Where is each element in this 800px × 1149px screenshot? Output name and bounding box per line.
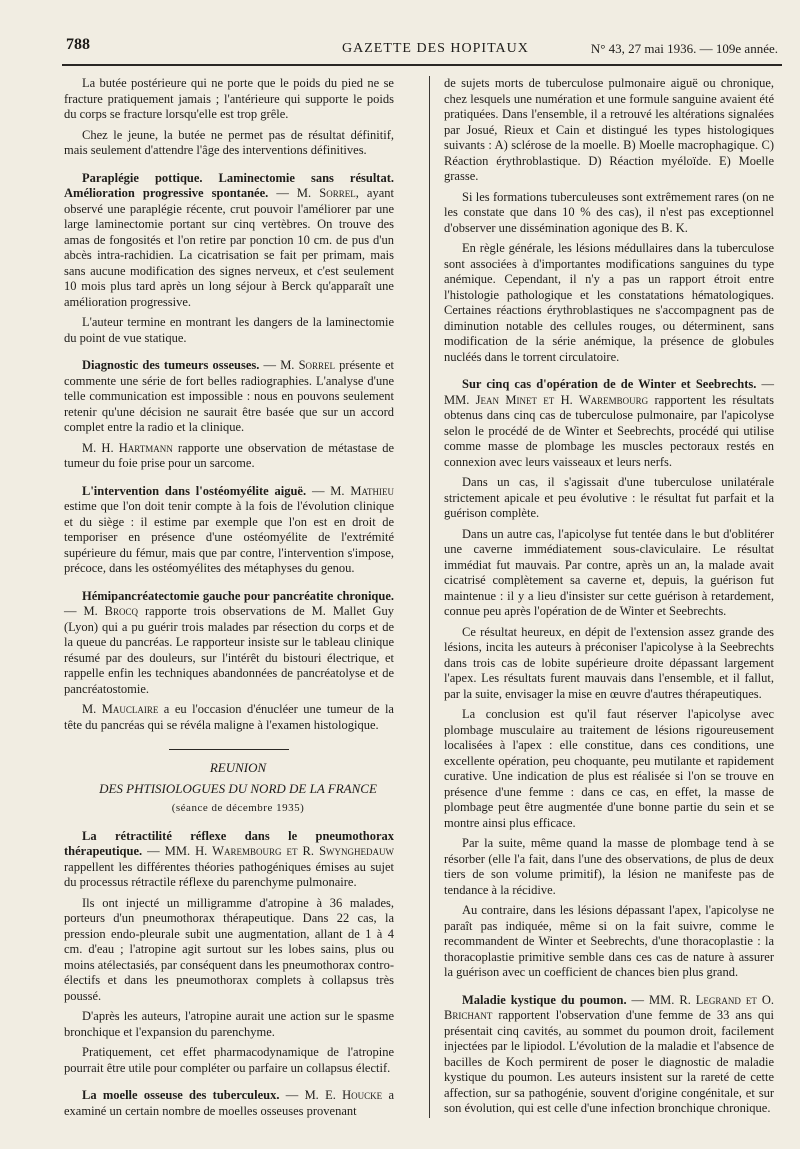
author: MM. H. Warembourg et R. Swynghedauw	[164, 844, 395, 858]
paragraph: de sujets morts de tuberculose pulmonaire aiguë ou chronique, chez lesquels une numération et une formule sanguine avaient été pratiquées. Dans l'ensemble, il a retrouvé les altérations signalées par Josué, Rieux et Cain et distingué les types histologiques suivants : A) sclérose de la moelle. B) Moelle macrophagique. C) Réaction érythroblastique. D) Réaction myéloïde. E) Moelle grasse.	[444, 76, 774, 183]
paragraph: Par la suite, même quand la masse de plombage tend à se résorber (elle l'a fait, dans l'une des observations, de plus de deux tiers de son volume primitif), la lésion ne manifeste pas de tendance à la récidive.	[444, 836, 774, 897]
author: M. H. Hartmann	[82, 440, 173, 455]
article-tumeurs-osseuses: Diagnostic des tumeurs osseuses. — M. Sorrel présente et commente une série de fort belles radiographies. L'analyse d'une telle communication est impossible : nous en pouvons seulement retenir qu'une décision ne saurait être basée que sur un accord complet entre la radio et la clinique.	[64, 358, 394, 434]
paragraph	[64, 441, 394, 472]
article-text: rapportent l'observation d'une femme de 33 ans qui présentait cinq cavités, au sommet du poumon droit, facilement injectées par le lipiodol. L'évolution de la maladie et l'absence de bacilles de Koch permirent de poser le diagnostic de maladie kystique du poumon. Les auteurs insistent sur la rareté de cette affection, sur sa pathogénie, souvent d'origine congénitale, et sur son évolution, qui est celle d'une infection bronchique chronique.	[444, 1008, 774, 1115]
article-pancreatite: Hémipancréatectomie gauche pour pancréatite chronique. — M. Brocq rapporte trois observations de M. Mallet Guy (Lyon) qui a pu guérir trois malades par résection du corps et de la queue du pancréas. Le rapporteur insiste sur le tableau clinique résumé par des douleurs, sur l'intérêt du bistouri électrique, et rappelle enfin les techniques abandonnées de pancréatolyse et de pancréatostomie.	[64, 588, 394, 696]
article-text: , ayant observé une paraplégie récente, crut pouvoir l'améliorer par une large laminectomie portant sur cinq vertèbres. On trouve des amas de fongosités et l'on retire par ponction 10 cm. de pus d'un abcès intra-rachidien. La cicatrisation se fait per primam, mais sans aucune modification des signes nerveux, et c'est seulement 10 mois plus tard après un long séjour à Berck qu'apparaît une amélioration progressive.	[64, 186, 394, 309]
author: M. E. Houcke	[304, 1088, 383, 1102]
author: M. Sorrel	[296, 186, 356, 200]
article-text: présente et commente une série de fort belles radiographies. L'analyse d'une telle communication est impossible : nous en pouvons seulement retenir qu'une décision ne saurait être basée que sur un accord complet entre la radio et la clinique.	[64, 358, 394, 434]
article-text: rapporte trois observations de M. Mallet Guy (Lyon) qui a pu guérir trois malades par résection du corps et de la queue du pancréas. Le rapporteur insiste sur le tableau clinique résumé par des douleurs, sur l'intérêt du bistouri électrique, et rappelle enfin les techniques abandonnées de pancréatolyse et de pancréatostomie.	[64, 604, 394, 696]
reunion-title: REUNION	[209, 760, 267, 775]
article-title: Maladie kystique du poumon.	[462, 992, 627, 1007]
author: M. Brocq	[83, 604, 139, 618]
author: M. Mathieu	[330, 483, 394, 498]
article-title: Diagnostic des tumeurs osseuses.	[82, 358, 260, 372]
left-column	[64, 76, 394, 1124]
author: M. Sorrel	[280, 358, 336, 372]
article-text: rapporte une observation de métastase de tumeur du foie prise pour un sarcome.	[64, 440, 394, 470]
article-maladie-kystique: Maladie kystique du poumon. — MM. R. Legrand et O. Brichant rapportent l'observation d'une femme de 33 ans qui présentait cinq cavités, au sommet du poumon droit, facilement injectées par le lipiodol. L'évolution de la maladie et l'absence de bacilles de Koch permirent de poser le diagnostic de maladie kystique du poumon. Les auteurs insistent sur la rareté de cette affection, sur sa pathogénie, souvent d'origine congénitale, et sur son évolution, qui est celle d'une infection bronchique chronique.	[444, 992, 774, 1115]
article-title: La rétractilité réflexe dans le pneumothorax thérapeutique.	[64, 828, 394, 858]
author: M. Mauclaire	[82, 702, 159, 716]
journal-title: GAZETTE DES HOPITAUX	[342, 41, 529, 56]
paragraph: Chez le jeune, la butée ne permet pas de résultat définitif, mais seulement d'attendre l'âge des interventions définitives.	[64, 127, 394, 157]
paragraph	[64, 702, 394, 733]
column-divider	[429, 76, 430, 1118]
article-text: estime que l'on doit tenir compte à la fois de l'évolution clinique et du siège : il estime par exemple que l'on est en droit de temporiser en présence d'une ostéomyélite de l'extrémité supérieure du fémur, mais que par contre, l'intervention s'impose, précoce, dans les ostéomyélites des métaphyses du genou.	[64, 499, 394, 575]
paragraph: La conclusion est qu'il faut réserver l'apicolyse avec plombage musculaire au traitement de lésions rigoureusement localisées à l'apex : elle constitue, dans ces conditions, une excellente opération, peu choquante, peu mutilante et rapidement curative. Une indication de plus est réalisée si l'on se trouve en présence d'une femme : dans ce cas, en effet, la masse de plombage peut être augmentée d'une bonne partie du sein et se montre ainsi plus efficace.	[444, 707, 774, 830]
article-text: rapportent les résultats obtenus dans cinq cas de tuberculose pulmonaire, par l'apicolyse selon le procédé de de Winter et Seebrechts, procédé qui utilise comme masse de plombage les muscles pectoraux restés en connexion avec leurs vaisseaux et leurs nerfs.	[444, 392, 774, 469]
paragraph: Ce résultat heureux, en dépit de l'extension assez grande des lésions, incita les auteurs à préconiser l'apicolyse à la Seebrechts dans trois cas de lobite supérieure droite dépassant largement l'apex. Les résultats furent mauvais dans l'ensemble, et il fallut, par la suite, envisager la mise en œuvre d'autres thérapeutiques.	[444, 624, 774, 701]
article-title: La moelle osseuse des tuberculeux.	[82, 1088, 280, 1102]
article-title: Hémipancréatectomie gauche pour pancréatite chronique.	[82, 588, 394, 603]
right-column	[444, 76, 774, 1122]
article-text: a examiné un certain nombre de moelles osseuses provenant	[64, 1088, 395, 1118]
article-osteomyelite: L'intervention dans l'ostéomyélite aiguë. — M. Mathieu estime que l'on doit tenir compte à la fois de l'évolution clinique et du siège : il estime par exemple que l'on est en droit de temporiser en présence d'une ostéomyélite de l'extrémité supérieure du fémur, mais que par contre, l'intervention s'impose, précoce, dans les ostéomyélites des métaphyses du genou.	[64, 483, 394, 575]
paragraph: La butée postérieure qui ne porte que le poids du pied ne se fracture pratiquement jamais ; l'antérieure qui supporte le poids du corps se fracture lorsqu'elle est trop grêle.	[64, 76, 394, 121]
paragraph: Dans un cas, il s'agissait d'une tuberculose unilatérale strictement apicale et peu évolutive : le résultat fut parfait et la guérison complète.	[444, 475, 774, 520]
reunion-subtitle: DES PHTISIOLOGUES DU NORD DE LA FRANCE	[99, 780, 377, 796]
article-moelle-osseuse: La moelle osseuse des tuberculeux. — M. E. Houcke a examiné un certain nombre de moelles osseuses provenant	[64, 1088, 395, 1118]
paragraph: En règle générale, les lésions médullaires dans la tuberculose sont associées à d'importantes modifications sanguines du type anémique. Cependant, il n'y a pas un rapport étroit entre l'histologie pathologique et les constatations hématologiques. Certaines réactions érythroblastiques ne s'accompagnent pas de diminution notable des cellules rouges, ou déterminent, sans modification de la série anémique, la présence de globules nucléés dans le torrent circulatoire.	[444, 241, 774, 364]
author: MM. Jean Minet et H. Warembourg	[444, 392, 649, 407]
paragraph: Pratiquement, cet effet pharmacodynamique de l'atropine pourrait être utile pour compléter ou parfaire un collapsus électif.	[64, 1045, 394, 1075]
paragraph: Au contraire, dans les lésions dépassant l'apex, l'apicolyse ne paraît pas indiquée, même si on la fait suivre, comme le recommandent de Winter et Seebrechts, d'une thoracoplastie : la thoracoplastie primitive semble dans ces cas de nature à assurer la guérison avec un coefficient de chances bien plus grand.	[444, 903, 774, 979]
paragraph: Ils ont injecté un milligramme d'atropine à 36 malades, porteurs d'un pneumothorax thérapeutique. Dans 22 cas, la pression endo-pleurale subit une augmentation, allant de 1 à 4 cm. d'eau ; l'atropine agit surtout sur les lobes sains, plus ou moins atélectasiés, par conséquent dans les pneumothorax contro-électifs et dans les pneumothorax complets à collapsus très poussé.	[64, 895, 394, 1003]
reunion-session: (séance de décembre 1935)	[171, 802, 305, 814]
paragraph: D'après les auteurs, l'atropine aurait une action sur le spasme bronchique et l'expansion du parenchyme.	[64, 1009, 394, 1039]
article-winter-seebrechts: Sur cinq cas d'opération de de Winter et Seebrechts. — MM. Jean Minet et H. Warembourg rapportent les résultats obtenus dans cinq cas de tuberculose pulmonaire, par l'apicolyse selon le procédé de de Winter et Seebrechts, procédé qui utilise comme masse de plombage les muscles pectoraux restés en connexion avec leurs vaisseaux et leurs nerfs.	[444, 377, 774, 469]
paragraph: L'auteur termine en montrant les dangers de la laminectomie du point de vue statique.	[64, 315, 394, 345]
page-header	[62, 38, 782, 66]
issue-info: N° 43, 27 mai 1936. — 109e année.	[590, 41, 778, 56]
author: MM. R. Legrand et O. Brichant	[444, 992, 774, 1022]
paragraph: Si les formations tuberculeuses sont extrêmement rares (on ne les constate que dans 10 % des cas), il n'est pas exceptionnel d'observer une dissémination agonique des B. K.	[444, 189, 774, 235]
section-rule	[169, 749, 289, 750]
article-paraplegie: Paraplégie pottique. Laminectomie sans résultat. Amélioration progressive spontanée. — M. Sorrel, ayant observé une paraplégie récente, crut pouvoir l'améliorer par une large laminectomie portant sur cinq vertèbres. On trouve des amas de fongosités et l'on retire par ponction 10 cm. de pus d'un abcès intra-rachidien. La cicatrisation se fait per primam, mais sans aucune modification des signes nerveux, et c'est seulement 10 mois plus tard après un long séjour à Berck qu'apparaît une amélioration progressive.	[64, 170, 394, 309]
article-title: L'intervention dans l'ostéomyélite aiguë.	[82, 483, 307, 498]
article-text: rappellent les différentes théories pathogéniques émises au sujet du processus rétractile réflexe du parenchyme pulmonaire.	[64, 859, 394, 889]
article-retractilite: La rétractilité réflexe dans le pneumothorax thérapeutique. — MM. H. Warembourg et R. Swynghedauw rappellent les différentes théories pathogéniques émises au sujet du processus rétractile réflexe du parenchyme pulmonaire.	[64, 828, 395, 889]
article-title: Paraplégie pottique. Laminectomie sans résultat. Amélioration progressive spontanée.	[64, 170, 394, 200]
page-number: 788	[66, 36, 90, 53]
paragraph: Dans un autre cas, l'apicolyse fut tentée dans le but d'oblitérer une caverne immédiatement sous-claviculaire. Le résultat immédiat fut mauvais. Par contre, après un an, la malade avait cicatrisé complètement sa caverne et, depuis, la guérison fut maintenue : il y a lieu d'insister sur cette guérison à retardement, connue peu après l'opération de de Winter et Seebrechts.	[444, 526, 774, 618]
article-title: Sur cinq cas d'opération de de Winter et Seebrechts.	[462, 377, 757, 391]
article-text: a eu l'occasion d'énucléer une tumeur de la tête du pancréas qui se révéla maligne à l'examen histologique.	[64, 702, 394, 732]
